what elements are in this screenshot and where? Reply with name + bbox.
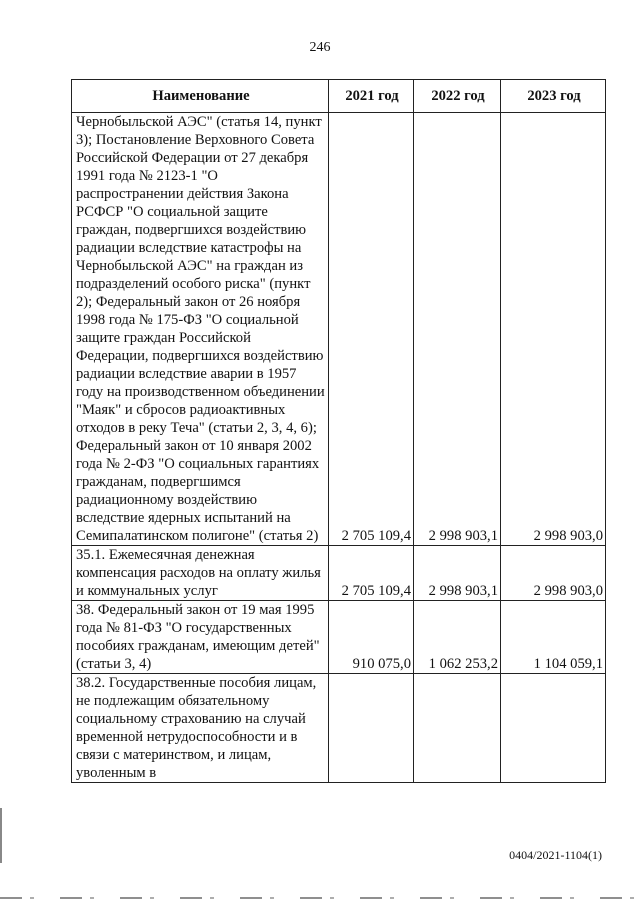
row-value-2021 xyxy=(329,674,414,783)
table-row xyxy=(72,546,606,601)
row-value-2022 xyxy=(414,674,501,783)
row-value-2021: 910 075,0 xyxy=(329,601,414,674)
table-header-row xyxy=(72,80,606,113)
page-number: 246 xyxy=(309,40,331,55)
document-code: 0404/2021-1104(1) xyxy=(509,848,602,862)
row-value-2021: 2 705 109,4 xyxy=(329,113,414,546)
scan-bottom-artifact xyxy=(0,897,640,899)
row-name: Чернобыльской АЭС" (статья 14, пункт 3); Постановление Верховного Совета Российской Федерации от 27 декабря 1991 года № 2123-1 "О распространении действия Закона РСФСР "О социальной защите граждан, подвергшихся воздействию радиации вследствие катастрофы на Чернобыльской АЭС" на граждан из подразделений особого риска" (пункт 2); Федеральный закон от 26 ноября 1998 года № 175-ФЗ "О социальной защите граждан Российской Федерации, подвергшихся воздействию радиации вследствие аварии в 1957 году на производственном объединении "Маяк" и сбросов радиоактивных отходов в реку Теча" (статьи 2, 3, 4, 6); Федеральный закон от 10 января 2002 года № 2-ФЗ "О социальных гарантиях гражданам, подвергшимся радиационному воздействию вследствие ядерных испытаний на Семипалатинском полигоне" (статья 2) xyxy=(72,113,329,546)
row-value-2023: 1 104 059,1 xyxy=(501,601,606,674)
row-value-2023: 2 998 903,0 xyxy=(501,546,606,601)
scan-edge-mark xyxy=(0,808,2,863)
row-name: 38. Федеральный закон от 19 мая 1995 года № 81-ФЗ "О государственных пособиях гражданам, имеющим детей" (статьи 3, 4) xyxy=(72,601,329,674)
row-value-2023 xyxy=(501,674,606,783)
table-row xyxy=(72,113,606,546)
row-value-2022: 2 998 903,1 xyxy=(414,113,501,546)
header-2023: 2023 год xyxy=(501,80,606,113)
row-name: 35.1. Ежемесячная денежная компенсация расходов на оплату жилья и коммунальных услуг xyxy=(72,546,329,601)
header-2021: 2021 год xyxy=(329,80,414,113)
table-row xyxy=(72,674,606,783)
header-2022: 2022 год xyxy=(414,80,501,113)
row-value-2023: 2 998 903,0 xyxy=(501,113,606,546)
row-name: 38.2. Государственные пособия лицам, не подлежащим обязательному социальному страхованию на случай временной нетрудоспособности и в связи с материнством, и лицам, уволенным в xyxy=(72,674,329,783)
row-value-2021: 2 705 109,4 xyxy=(329,546,414,601)
row-value-2022: 1 062 253,2 xyxy=(414,601,501,674)
budget-table xyxy=(71,79,606,783)
header-name: Наименование xyxy=(72,80,329,113)
table-row xyxy=(72,601,606,674)
row-value-2022: 2 998 903,1 xyxy=(414,546,501,601)
